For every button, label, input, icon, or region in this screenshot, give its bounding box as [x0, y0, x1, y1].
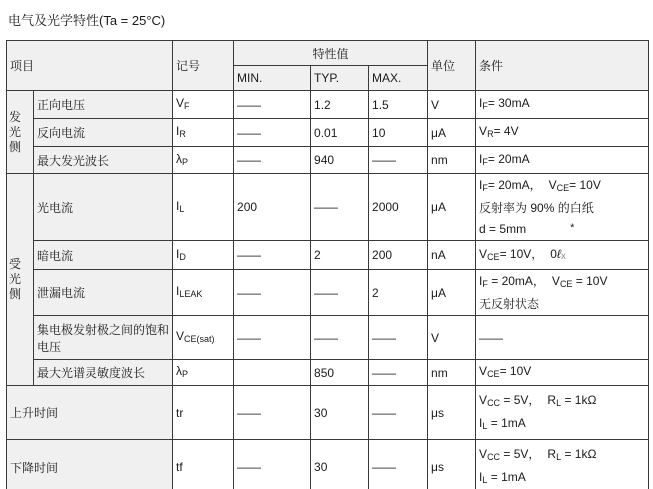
unit-cell: V: [428, 91, 476, 119]
header-item: 项目: [7, 41, 173, 91]
max-cell: 1.5: [369, 91, 428, 119]
unit-cell: μA: [428, 119, 476, 147]
symbol-cell: $I_R$: [173, 119, 234, 147]
page-title: 电气及光学特性(Ta = 25°C): [8, 13, 166, 28]
unit-cell: μs: [428, 440, 476, 489]
typ-cell: 850: [311, 360, 369, 386]
row-label: 最大发光波长: [34, 147, 173, 174]
symbol-cell: $\lambda_P$: [173, 147, 234, 174]
symbol-cell: $V_{CE(sat)}$: [173, 316, 234, 360]
symbol-cell: $\lambda_P$: [173, 360, 234, 386]
typ-cell: 1.2: [311, 91, 369, 119]
group-cell-emitter: 发光侧: [7, 91, 34, 174]
condition-cell: $V_{CE}= 10V$: [476, 360, 649, 386]
max-cell: 10: [369, 119, 428, 147]
condition-cell: $I_F = 20mA$， $V_{CE} = 10V$ 无反射状态: [476, 270, 649, 316]
unit-cell: μs: [428, 386, 476, 440]
unit-cell: V: [428, 316, 476, 360]
row-label: 泄漏电流: [34, 270, 173, 316]
condition-cell: $V_{CC} = 5V$， $R_L = 1k\Omega$ $I_L = 1mA$: [476, 386, 649, 440]
row-label: 下降时间: [7, 440, 173, 489]
min-cell: ——: [234, 386, 311, 440]
symbol-cell: $I_L$: [173, 174, 234, 241]
header-condition: 条件: [476, 41, 649, 91]
typ-cell: ——: [311, 270, 369, 316]
header-unit: 单位: [428, 41, 476, 91]
condition-cell: $V_{CC} = 5V$， $R_L = 1k\Omega$ $I_L = 1mA$: [476, 440, 649, 489]
unit-cell: nm: [428, 147, 476, 174]
symbol-cell: $I_{LEAK}$: [173, 270, 234, 316]
header-symbol: 记号: [173, 41, 234, 91]
row-label: 暗电流: [34, 241, 173, 270]
min-cell: ——: [234, 147, 311, 174]
table-row: [7, 241, 649, 270]
table-row: [7, 316, 649, 360]
condition-cell: $V_{CE}= 10V$， 0ℓx: [476, 241, 649, 270]
min-cell: 200: [234, 174, 311, 241]
min-cell: ——: [234, 241, 311, 270]
max-cell: 200: [369, 241, 428, 270]
row-label: 反向电流: [34, 119, 173, 147]
table-row: [7, 174, 649, 241]
unit-cell: nm: [428, 360, 476, 386]
table-row: [7, 440, 649, 489]
condition-cell: $I_F= 30mA$: [476, 91, 649, 119]
max-cell: ——: [369, 440, 428, 489]
condition-cell: $V_R= 4V$: [476, 119, 649, 147]
max-cell: ——: [369, 316, 428, 360]
max-cell: ——: [369, 360, 428, 386]
symbol-cell: tr: [173, 386, 234, 440]
header-max: MAX.: [369, 66, 428, 91]
table-row: [7, 147, 649, 174]
min-cell: ——: [234, 316, 311, 360]
min-cell: ——: [234, 91, 311, 119]
typ-cell: ——: [311, 316, 369, 360]
max-cell: 2: [369, 270, 428, 316]
max-cell: 2000: [369, 174, 428, 241]
max-cell: ——: [369, 386, 428, 440]
typ-cell: ——: [311, 174, 369, 241]
max-cell: ——: [369, 147, 428, 174]
row-label: 光电流: [34, 174, 173, 241]
table-row: [7, 270, 649, 316]
group-cell-detector: 受光侧: [7, 174, 34, 386]
table-row: [7, 360, 649, 386]
unit-cell: nA: [428, 241, 476, 270]
row-label: 上升时间: [7, 386, 173, 440]
symbol-cell: tf: [173, 440, 234, 489]
condition-cell: ——: [476, 316, 649, 360]
min-cell: ——: [234, 440, 311, 489]
typ-cell: 0.01: [311, 119, 369, 147]
min-cell: [234, 360, 311, 386]
table-row: [7, 386, 649, 440]
row-label: 最大光谱灵敏度波长: [34, 360, 173, 386]
table-row: [7, 91, 649, 119]
typ-cell: 30: [311, 386, 369, 440]
spec-table: [6, 40, 649, 489]
unit-cell: μA: [428, 174, 476, 241]
header-typ: TYP.: [311, 66, 369, 91]
typ-cell: 940: [311, 147, 369, 174]
symbol-cell: $V_F$: [173, 91, 234, 119]
header-value-group: 特性值: [234, 41, 428, 66]
condition-cell: $I_F= 20mA$， $V_{CE}= 10V$ 反射率为 90% 的白纸 d = 5mm *: [476, 174, 649, 241]
header-min: MIN.: [234, 66, 311, 91]
row-label: 正向电压: [34, 91, 173, 119]
unit-cell: μA: [428, 270, 476, 316]
row-label: 集电极发射极之间的饱和电压: [34, 316, 173, 360]
typ-cell: 30: [311, 440, 369, 489]
typ-cell: 2: [311, 241, 369, 270]
table-row: [7, 119, 649, 147]
min-cell: ——: [234, 270, 311, 316]
symbol-cell: $I_D$: [173, 241, 234, 270]
min-cell: ——: [234, 119, 311, 147]
condition-cell: $I_F= 20mA$: [476, 147, 649, 174]
